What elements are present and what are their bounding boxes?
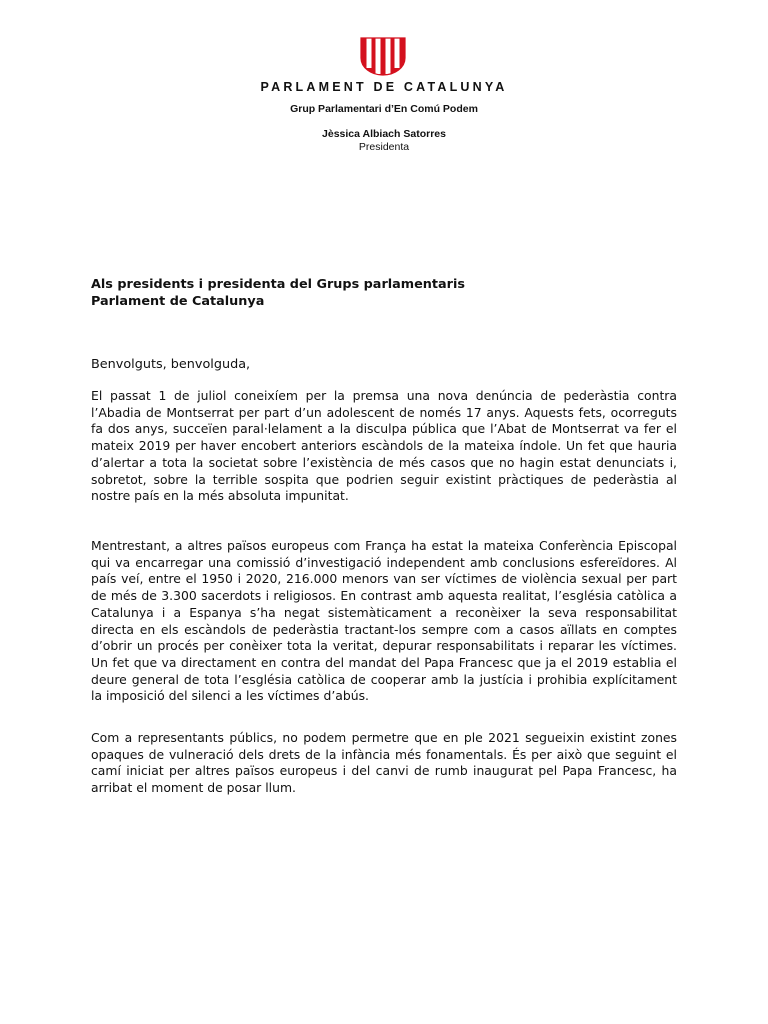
body-paragraph: Com a representants públics, no podem permetre que en ple 2021 segueixin existint zones opaques de vulneració dels drets de la infància més fonamentals. És per això que seguint el camí iniciat per altres països europeus i del canvi de rumb inaugurat pel Papa Francesc, ha arribat el moment de posar llum. — [91, 730, 677, 796]
recipients-line: Als presidents i presidenta del Grups parlamentaris — [91, 277, 465, 292]
sender-role: Presidenta — [358, 141, 410, 153]
recipients-block — [91, 276, 681, 310]
body-paragraph: El passat 1 de juliol coneixíem per la premsa una nova denúncia de pederàstia contra l’Abadia de Montserrat per part d’un adolescent de només 17 anys. Aquests fets, ocorreguts fa dos anys, succeïen paral·lelament a la disculpa pública que l’Abat de Montserrat va fer el mateix 2019 per haver encobert anteriors escàndols de la mateixa índole. Un fet que hauria d’alertar a tota la societat sobre l’existència de més casos que no hagin estat denunciats i, sobretot, sobre la terrible sospita que podrien seguir existint pràctiques de pederàstia al nostre país en la més absoluta impunitat. — [91, 388, 677, 504]
salutation: Benvolguts, benvolguda, — [91, 357, 251, 372]
body-paragraph: Mentrestant, a altres països europeus com França ha estat la mateixa Conferència Episcopal qui va encarregar una comissió d’investigació independent amb conclusions esfereïdores. Al país veí, entre el 1950 i 2020, 216.000 menors van ser víctimes de violència sexual per part de més de 3.300 sacerdots i religiosos. En contrast amb aquesta realitat, l’església catòlica a Catalunya i a Espanya s’ha negat sistemàticament a reconèixer la seva responsabilitat directa en els escàndols de pederàstia tractant-los sempre com a casos aïllats en comptes d’obrir un procés per conèixer tota la veritat, depurar responsabilitats i reparar les víctimes. Un fet que va directament en contra del mandat del Papa Francesc que ja el 2019 establia el deure general de tota l’església catòlica de cooperar amb la justícia i prohibia explícitament la imposició del silenci a les víctimes d’abús. — [91, 538, 677, 704]
parliament-emblem-icon — [359, 36, 407, 76]
sender-name: Jèssica Albiach Satorres — [322, 128, 446, 140]
parliamentary-group: Grup Parlamentari d’En Comú Podem — [290, 103, 478, 115]
recipients-line: Parlament de Catalunya — [91, 294, 265, 309]
institution-name: PARLAMENT DE CATALUNYA — [260, 80, 508, 94]
parliament-logo — [359, 36, 407, 76]
